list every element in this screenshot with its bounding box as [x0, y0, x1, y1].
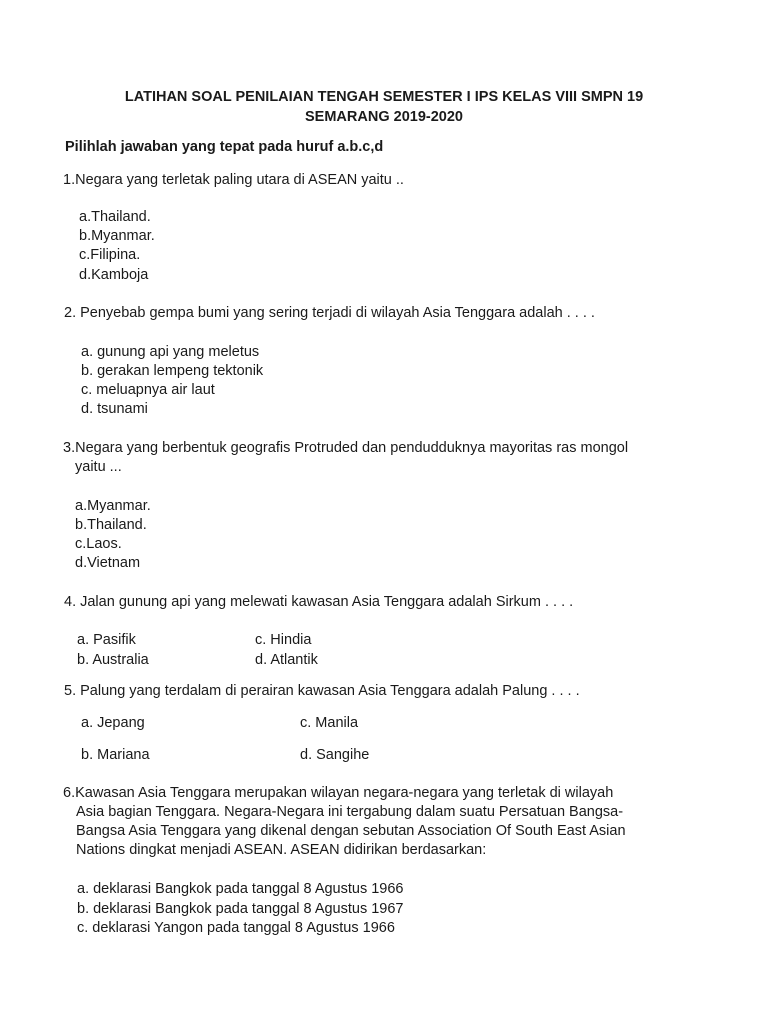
option-c: c. Hindia [255, 632, 312, 648]
option-b: b. Australia [77, 652, 149, 668]
question-text-line-2: yaitu ... [75, 459, 122, 475]
question-text-line-2: Asia bagian Tenggara. Negara-Negara ini tergabung dalam suatu Persatuan Bangsa- [76, 804, 624, 820]
option-b: b.Thailand. [75, 517, 147, 533]
question-text: 2. Penyebab gempa bumi yang sering terjadi di wilayah Asia Tenggara adalah . . . . [64, 305, 595, 321]
option-d: d. Atlantik [255, 652, 318, 668]
option-c: c. Manila [300, 715, 359, 731]
option-b: b.Myanmar. [79, 228, 155, 244]
option-a: a. Pasifik [77, 632, 136, 648]
question-text: 4. Jalan gunung api yang melewati kawasan Asia Tenggara adalah Sirkum . . . . [64, 594, 574, 610]
question-text-line-1: 3.Negara yang berbentuk geografis Protruded dan pendudduknya mayoritas ras mongol [63, 440, 629, 456]
question-text: 5. Palung yang terdalam di perairan kawasan Asia Tenggara adalah Palung . . . . [64, 683, 580, 699]
document-title-line-2: SEMARANG 2019-2020 [305, 109, 463, 125]
option-d: d.Vietnam [75, 555, 141, 571]
option-b: b. gerakan lempeng tektonik [81, 363, 264, 379]
question-text: 1.Negara yang terletak paling utara di ASEAN yaitu .. [63, 172, 404, 188]
option-c: c. meluapnya air laut [81, 382, 215, 398]
option-a: a. Jepang [81, 715, 145, 731]
option-d: d.Kamboja [79, 267, 149, 283]
option-c: c.Filipina. [79, 247, 141, 263]
option-a: a.Myanmar. [75, 498, 151, 514]
option-b: b. Mariana [81, 747, 150, 763]
document-title-line-1: LATIHAN SOAL PENILAIAN TENGAH SEMESTER I IPS KELAS VIII SMPN 19 [124, 89, 644, 105]
option-a: a. deklarasi Bangkok pada tanggal 8 Agustus 1966 [77, 881, 404, 897]
question-text-line-3: Bangsa Asia Tenggara yang dikenal dengan sebutan Association Of South East Asian [76, 823, 626, 839]
option-d: d. tsunami [81, 401, 148, 417]
option-d: d. Sangihe [300, 747, 370, 763]
option-a: a.Thailand. [79, 209, 151, 225]
instruction-text: Pilihlah jawaban yang tepat pada huruf a.b.c,d [65, 139, 384, 155]
question-text-line-1: 6.Kawasan Asia Tenggara merupakan wilayan negara-negara yang terletak di wilayah [63, 785, 614, 801]
option-a: a. gunung api yang meletus [81, 344, 260, 360]
question-text-line-4: Nations dingkat menjadi ASEAN. ASEAN didirikan berdasarkan: [76, 842, 487, 858]
option-b: b. deklarasi Bangkok pada tanggal 8 Agustus 1967 [77, 901, 404, 917]
option-c: c.Laos. [75, 536, 122, 552]
option-c: c. deklarasi Yangon pada tanggal 8 Agustus 1966 [77, 920, 395, 936]
